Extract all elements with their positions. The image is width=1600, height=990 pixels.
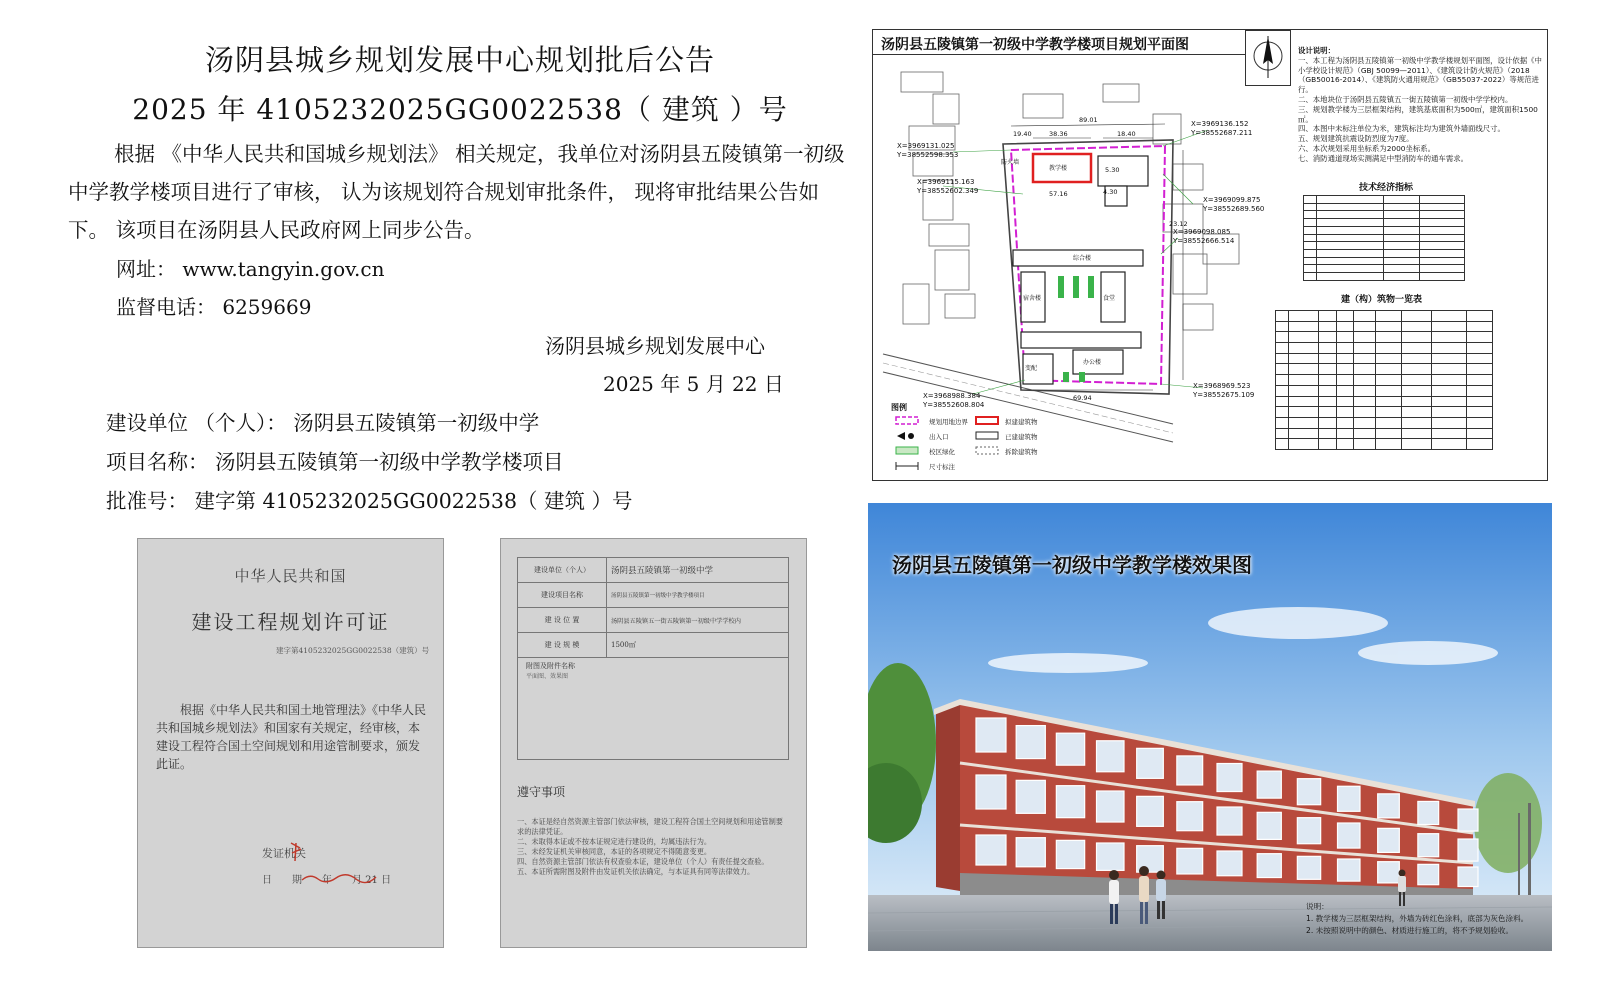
coord-label: Y=38552675.109 [1193, 391, 1255, 399]
legend-demolish-icon [975, 446, 999, 456]
legend-item: 校区绿化 [929, 448, 955, 456]
table-value: 汤阴县五陵镇五一街五陵镇第一初级中学学校内 [607, 608, 789, 633]
certificate-number: 建字第4105232025GG0022538（建筑）号 [276, 646, 430, 655]
site-plan [872, 29, 1548, 481]
list-item: 六、本次规划采用坐标系为2000坐标系。 [1298, 143, 1436, 153]
notice-project: 项目名称： 汤阴县五陵镇第一初级中学教学楼项目 [106, 450, 564, 474]
coord-label: Y=38552602.349 [917, 187, 979, 195]
dim-label: 23.12 [1169, 220, 1188, 228]
notes-title: 设计说明： [1298, 46, 1335, 55]
table-label: 建 设 位 置 [518, 608, 607, 633]
notice-builder: 建设单位 （个人）： 汤阴县五陵镇第一初级中学 [106, 411, 540, 435]
notice-date: 2025 年 5 月 22 日 [603, 372, 784, 396]
building-side [936, 701, 960, 891]
table-value: 汤阴县五陵镇第一初级中学 [607, 558, 789, 583]
legend-title: 图例 [891, 403, 907, 412]
table-row [518, 583, 789, 608]
certificate-table [517, 557, 789, 760]
coord-label: X=3969099.875 [1203, 196, 1261, 204]
legend-item: 规划用地边界 [929, 418, 968, 426]
red-stamp-signature-icon [300, 871, 380, 885]
table-row [518, 608, 789, 633]
legend-green-icon [895, 446, 919, 456]
certificate-country: 中华人民共和国 [234, 567, 347, 585]
list-item: 二、未取得本证或不按本证规定进行建设的，均属违法行为。 [517, 837, 712, 846]
building-label: 教学楼 [1049, 165, 1068, 172]
dim-label: 69.94 [1073, 394, 1092, 402]
table-label: 建 设 规 模 [518, 633, 607, 658]
table-row [518, 633, 789, 658]
list-item: 七、消防通道现场实测满足中型消防车的通车需求。 [1298, 153, 1468, 163]
legend-existing-icon [975, 431, 999, 441]
dim-label: 89.01 [1079, 116, 1098, 124]
coord-label: X=3969131.025 [897, 142, 955, 150]
coord-label: Y=38552666.514 [1173, 237, 1235, 245]
certificate-date: 日 期 年 月 21 日 [262, 875, 392, 886]
list-item: 三、规划教学楼为三层框架结构，建筑基底面积为500㎡，建筑面积1500㎡。 [1298, 104, 1538, 124]
building-label: 食堂 [1103, 295, 1116, 302]
coord-label: X=3969115.163 [917, 178, 975, 186]
table-row [518, 658, 789, 760]
building-label: 综合楼 [1073, 255, 1092, 262]
tech-table-title: 技术经济指标 [1359, 183, 1414, 193]
entrance-icon [895, 431, 919, 441]
table-value: 1500㎡ [607, 633, 789, 658]
coord-label: Y=38552689.560 [1203, 205, 1265, 213]
list-item: 1. 教学楼为三层框架结构，外墙为砖红色涂料，底部为灰色涂料。 [1306, 914, 1529, 923]
list-item: 一、本证是经自然资源主管部门依法审核，建设工程符合国土空间规划和用途管制要求的法律凭证。 [517, 817, 783, 836]
notice-phone: 监督电话： 6259669 [116, 295, 312, 319]
coord-label: Y=38552598.353 [897, 151, 959, 159]
red-signature-icon [288, 839, 304, 863]
legend-dimension-icon [895, 461, 919, 471]
plan-title: 汤阴县五陵镇第一初级中学教学楼项目规划平面图 [881, 37, 1189, 53]
table-label: 建设单位（个人） [518, 558, 607, 583]
coord-label: X=3968988.384 [923, 392, 981, 400]
legend-boundary-icon [895, 416, 919, 426]
legend-item: 已建建筑物 [1005, 433, 1038, 441]
dim-label: 57.16 [1049, 190, 1068, 198]
certificate-cover-page [137, 538, 444, 948]
rendering-note-title: 说明： [1306, 902, 1329, 911]
rules-list [517, 817, 789, 877]
list-item: 三、未经发证机关审核同意，本证的各项规定不得随意变更。 [517, 847, 712, 856]
coord-label: X=3969098.085 [1173, 228, 1231, 236]
building-label: 办公楼 [1083, 359, 1102, 366]
rules-title: 遵守事项 [517, 785, 566, 799]
list-item: 2. 未按照说明中的颜色、材质进行施工的，将不予规划验收。 [1306, 926, 1514, 935]
dim-label: 18.40 [1117, 130, 1136, 138]
legend-item: 拆除建筑物 [1005, 448, 1038, 456]
coord-label: X=3969136.152 [1191, 120, 1249, 128]
list-item: 一、本工程为汤阴县五陵镇第一初级中学教学楼规划平面图，设计依据《中小学校设计规范》（GBJ 50099—2011）、《建筑设计防火规范》（2018（GB50016-2014）、《建筑防火通用规范》（GB55037-2022）等规范进行。 [1298, 55, 1542, 95]
rendering-title: 汤阴县五陵镇第一初级中学教学楼效果图 [892, 553, 1252, 577]
buildings-table-title: 建（构）筑物一览表 [1341, 295, 1423, 305]
table-value: 汤阴县五陵镇第一初级中学教学楼项目 [607, 583, 789, 608]
existing-buildings [1013, 156, 1148, 384]
building-label: 变配 [1025, 365, 1038, 372]
certificate-detail-page [500, 538, 807, 948]
dim-label: 5.30 [1105, 166, 1120, 174]
notice-paragraph: 根据 《中华人民共和国城乡规划法》 相关规定，我单位对汤阴县五陵镇第一初级中学教学楼项目进行了审核， 认为该规划符合规划审批条件， 现将审批结果公告如下。 该项目在汤阴县人民政府网上同步公告。 [68, 142, 845, 242]
building-label: 防火墙 [1001, 159, 1020, 166]
building-rendering [868, 503, 1552, 951]
notice-issuer: 汤阴县城乡规划发展中心 [545, 334, 765, 358]
legend-item: 出入口 [929, 433, 949, 441]
legend-item: 拟建建筑物 [1005, 418, 1038, 426]
list-item: 五、本证所需附图及附件由发证机关依法确定，与本证具有同等法律效力。 [517, 867, 755, 876]
legend [895, 416, 1095, 474]
coord-label: Y=38552608.804 [923, 401, 985, 409]
legend-item: 尺寸标注 [929, 463, 955, 471]
coord-label: Y=38552687.211 [1191, 129, 1253, 137]
table-label: 建设项目名称 [518, 583, 607, 608]
design-notes [1298, 46, 1543, 164]
tech-index-table [1303, 195, 1465, 281]
table-row [518, 558, 789, 583]
building-label: 宿舍楼 [1023, 295, 1042, 302]
certificate-basis: 根据《中华人民共和国土地管理法》《中华人民共和国城乡规划法》和国家有关规定，经审核，本建设工程符合国土空间规划和用途管制要求，颁发此证。 [156, 703, 427, 771]
buildings-table [1275, 310, 1493, 450]
notice-website: 网址： www.tangyin.gov.cn [116, 257, 385, 281]
attachments-value: 平面图、效果图 [526, 673, 569, 680]
notice-approval: 批准号： 建字第 4105232025GG0022538（ 建筑 ）号 [106, 489, 633, 513]
certificate-issuer-label: 发证机关 [262, 847, 306, 860]
surrounding-buildings [901, 72, 1239, 330]
dim-label: 4.30 [1103, 188, 1118, 196]
dim-label: 19.40 [1013, 130, 1032, 138]
list-item: 二、本地块位于汤阴县五陵镇五一街五陵镇第一初级中学学校内。 [1298, 94, 1513, 104]
coord-label: X=3968969.523 [1193, 382, 1251, 390]
notice-number: 2025 年 4105232025GG0022538（ 建筑 ）号 [132, 93, 788, 126]
rendering-notes [1306, 901, 1528, 937]
notice-title: 汤阴县城乡规划发展中心规划批后公告 [204, 43, 715, 77]
dim-label: 38.36 [1049, 130, 1068, 138]
attachments-label: 附图及附件名称 [526, 662, 575, 670]
list-item: 四、本图中未标注单位为米，建筑标注均为建筑外墙面线尺寸。 [1298, 124, 1505, 134]
certificate-name: 建设工程规划许可证 [191, 610, 390, 634]
list-item: 五、规划建筑抗震设防烈度为7度。 [1298, 134, 1414, 144]
list-item: 四、自然资源主管部门依法有权查验本证，建设单位（个人）有责任提交查验。 [517, 857, 769, 866]
legend-proposed-icon [975, 416, 999, 426]
